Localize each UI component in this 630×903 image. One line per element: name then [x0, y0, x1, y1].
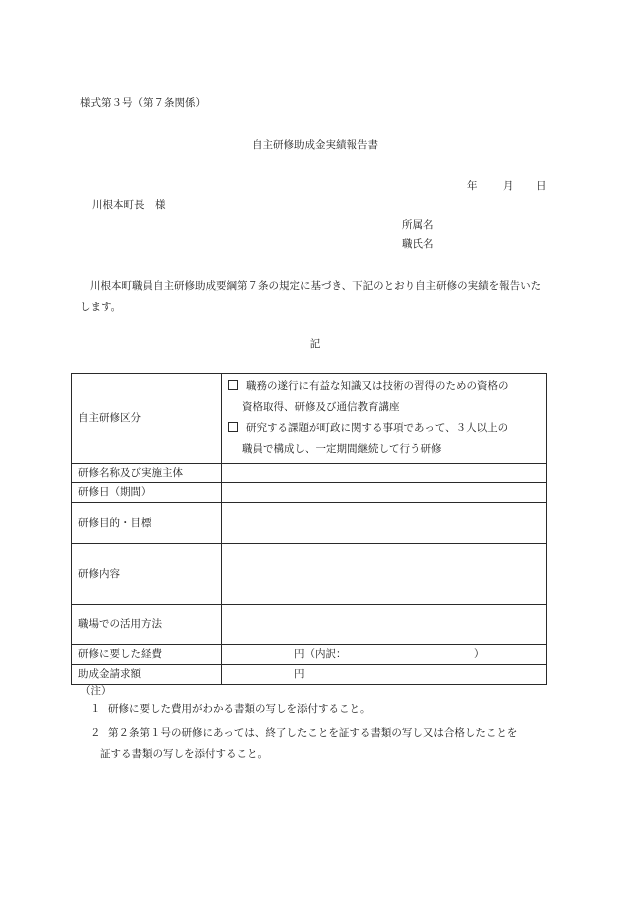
note-text-cont: 証する書類の写しを添付すること。 [100, 748, 268, 760]
grant-amount-label: 助成金請求額 [72, 665, 222, 685]
notes-title: （注） [80, 685, 112, 697]
note-number: １ [90, 703, 101, 715]
document-title: 自主研修助成金実績報告書 [252, 139, 378, 151]
application-field[interactable] [222, 605, 547, 645]
name-organizer-field[interactable] [222, 464, 547, 483]
date-year-label: 年 [467, 180, 478, 192]
expenses-label: 研修に要した経費 [72, 645, 222, 665]
content-label: 研修内容 [72, 544, 222, 605]
body-paragraph: 川根本町職員自主研修助成要綱第７条の規定に基づき、下記のとおり自主研修の実績を報告いたします。 [80, 280, 542, 313]
report-table [71, 373, 547, 685]
dates-field[interactable] [222, 483, 547, 503]
form-number: 様式第３号（第７条関係） [80, 97, 206, 109]
note-text: 研修に要した費用がわかる書類の写しを添付すること。 [108, 703, 371, 715]
table-row-purpose [72, 503, 547, 544]
category-option-2-text: 研究する課題が町政に関する事項であって、３人以上の [246, 422, 509, 434]
grant-amount-value: 円 [294, 668, 305, 681]
purpose-label: 研修目的・目標 [72, 503, 222, 544]
table-row-grant-amount [72, 665, 547, 685]
date-day-label: 日 [536, 180, 547, 192]
staff-name-label: 職氏名 [402, 238, 434, 250]
category-option-2-cont: 職員で構成し、一定期間継続して行う研修 [242, 443, 442, 455]
category-option-1-text: 職務の遂行に有益な知識又は技術の習得のための資格の [246, 380, 509, 392]
category-option-1-cont: 資格取得、研修及び通信教育講座 [242, 401, 400, 413]
grant-amount-field[interactable] [222, 665, 547, 685]
table-row-application [72, 605, 547, 645]
expenses-field[interactable] [222, 645, 547, 665]
category-label: 自主研修区分 [72, 374, 222, 464]
date-month-label: 月 [503, 180, 514, 192]
affiliation-label: 所属名 [402, 219, 434, 231]
table-row-category [72, 374, 547, 464]
expenses-value: 円（内訳： [294, 648, 347, 661]
note-item [90, 704, 371, 715]
table-row-content [72, 544, 547, 605]
note-number: ２ [90, 727, 101, 739]
note-text: 第２条第１号の研修にあっては、終了したことを証する書類の写し又は合格したことを [108, 727, 518, 739]
table-row-dates [72, 483, 547, 503]
addressee: 川根本町長 様 [92, 199, 166, 211]
checkbox-icon[interactable] [228, 380, 238, 390]
application-label: 職場での活用方法 [72, 605, 222, 645]
table-row-name-organizer [72, 464, 547, 483]
checkbox-icon[interactable] [228, 422, 238, 432]
note-item [90, 723, 550, 765]
expenses-paren-close: ） [474, 648, 485, 660]
table-row-expenses [72, 645, 547, 665]
purpose-field[interactable] [222, 503, 547, 544]
content-field[interactable] [222, 544, 547, 605]
ki-heading: 記 [309, 338, 321, 350]
category-option-1[interactable] [228, 376, 540, 397]
category-option-2[interactable] [228, 418, 540, 439]
category-options [222, 374, 547, 464]
dates-label: 研修日（期間） [72, 483, 222, 503]
name-organizer-label: 研修名称及び実施主体 [72, 464, 222, 483]
